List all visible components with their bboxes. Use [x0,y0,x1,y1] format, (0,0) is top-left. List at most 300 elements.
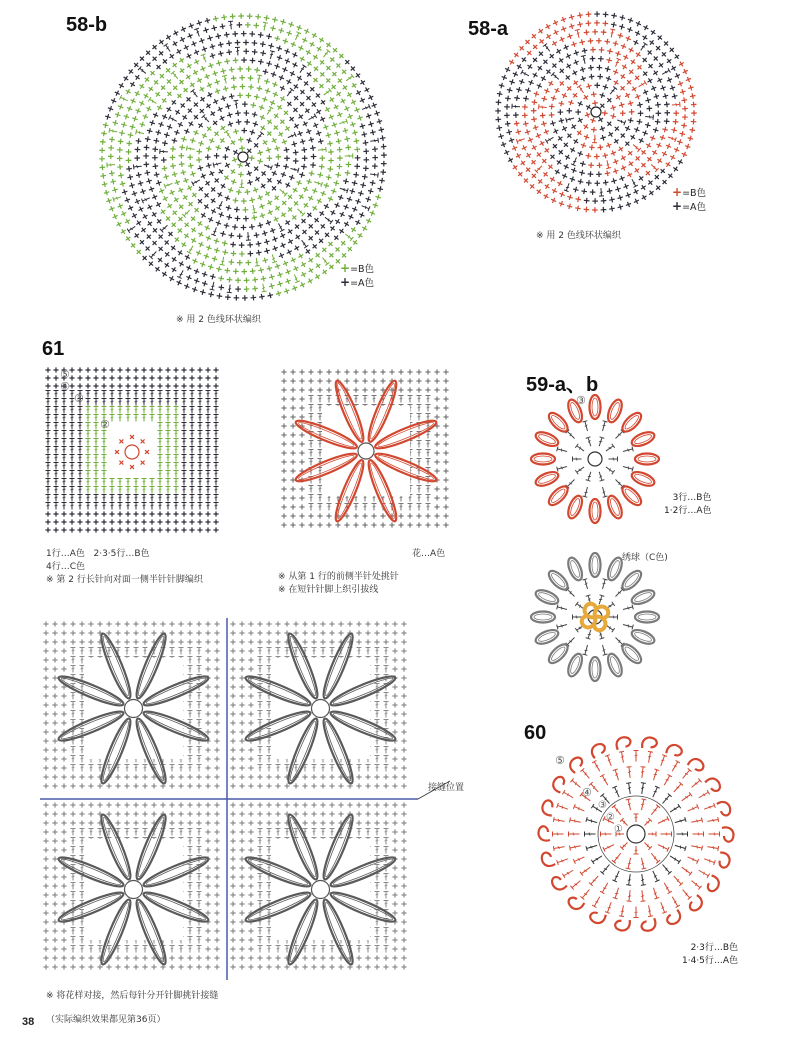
stitch-mark [625,201,632,208]
stitch-mark [556,135,564,143]
stitch-mark [672,102,680,108]
stitch-mark [135,248,143,256]
stitch-mark [586,843,598,851]
stitch-mark [183,221,191,229]
stitch-mark [71,892,76,899]
stitch-mark [401,856,406,861]
stitch-mark [142,639,147,644]
stitch-mark [61,783,66,788]
stitch-mark [643,818,652,827]
stitch-mark [239,874,244,879]
stitch-mark [570,778,582,789]
stitch-mark [174,108,182,116]
stitch-mark [323,203,331,211]
stitch-mark [318,396,323,403]
stitch-mark [124,630,129,635]
stitch-mark [296,130,303,137]
stitch-mark [600,644,607,655]
stitch-mark [636,63,644,71]
diagram-58a-chart [494,10,698,214]
stitch-mark [113,194,122,201]
stitch-mark [365,964,370,969]
stitch-mark [198,447,203,454]
stitch-mark [267,919,272,926]
stitch-mark [144,245,152,253]
stitch-mark [222,249,228,255]
stitch-mark [125,946,130,953]
stitch-mark [542,170,550,178]
stitch-mark [372,146,378,152]
stitch-mark [214,774,219,779]
stitch-mark [568,14,575,21]
stitch-mark [52,639,57,644]
stitch-mark [70,447,75,454]
stitch-mark [290,432,295,437]
stitch-mark [220,230,227,237]
stitch-mark [214,802,219,807]
stitch-mark [189,367,194,372]
stitch-mark [174,423,179,430]
stitch-mark [344,232,353,241]
stitch-mark [547,80,555,88]
stitch-mark [392,865,397,870]
legend-61-rows: 1行…A色 2·3·5行…B色 4行…C色 ※ 第 2 行长针向对面一侧半针针脚编织 [46,549,203,585]
stitch-mark [327,195,334,202]
stitch-mark [524,129,531,136]
stitch-mark [190,191,198,199]
stitch-mark [318,147,326,153]
stitch-mark [102,487,107,494]
stitch-mark [603,179,609,185]
stitch-mark [61,630,66,635]
stitch-mark [186,146,195,152]
stitch-mark [355,155,361,161]
stitch-mark [239,251,245,257]
stitch-mark [166,471,171,478]
stitch-mark [124,88,132,96]
stitch-mark [682,106,688,112]
stitch-mark [214,783,219,788]
stitch-mark [626,799,633,811]
stitch-mark [500,141,507,148]
stitch-mark [248,946,253,951]
stitch-mark [187,964,192,969]
stitch-mark [86,423,91,430]
stitch-mark [384,720,389,727]
stitch-mark [327,251,335,259]
stitch-mark [598,56,604,62]
stitch-mark [306,211,314,219]
petal-chain [534,587,560,606]
stitch-mark [178,964,183,969]
stitch-mark [239,856,244,861]
petal-chain [605,494,624,520]
stitch-mark [553,87,561,95]
stitch-mark [101,519,106,524]
stitch-mark [596,171,602,177]
stitch-mark [269,99,277,107]
stitch-mark [205,892,210,897]
stitch-mark [206,91,214,99]
stitch-mark [198,399,203,406]
stitch-mark [266,176,274,184]
stitch-mark [619,14,626,21]
stitch-mark [285,946,290,953]
stitch-mark [299,138,306,145]
stitch-mark [680,792,692,803]
stitch-mark [100,139,106,145]
stitch-mark [52,946,57,951]
stitch-mark [165,367,170,372]
stitch-mark [62,471,67,478]
stitch-mark [187,820,192,825]
stitch-mark [640,194,648,202]
stitch-mark [124,811,129,816]
stitch-mark [46,479,51,486]
stitch-mark [613,887,621,899]
stitch-mark [392,774,397,779]
stitch-mark [619,73,627,81]
stitch-mark [52,702,57,707]
stitch-mark [166,391,171,398]
stitch-mark [625,191,632,198]
stitch-mark [332,103,340,111]
stitch-mark [596,38,602,44]
stitch-mark [54,407,59,414]
stitch-mark [201,54,209,63]
stitch-mark [203,191,211,199]
stitch-mark [615,186,622,193]
stitch-mark [267,883,272,890]
stitch-mark [62,455,67,462]
stitch-mark [117,103,124,110]
stitch-mark [417,450,422,457]
stitch-mark [208,137,216,145]
stitch-mark [46,431,51,438]
stitch-mark [106,811,111,816]
stitch-mark [570,123,578,131]
stitch-mark [384,946,389,953]
stitch-mark [575,465,585,474]
stitch-mark [220,68,227,75]
scallop [538,826,550,840]
stitch-mark [282,38,289,45]
stitch-mark [169,630,174,635]
stitch-mark [52,621,57,626]
stitch-mark [257,621,262,626]
stitch-mark [641,129,648,136]
stitch-mark [275,630,280,635]
stitch-mark [124,774,129,779]
stitch-mark [359,123,366,130]
stitch-mark [166,431,171,438]
stitch-mark [158,455,163,462]
stitch-mark [585,153,591,159]
stitch-mark [689,127,695,133]
stitch-mark [190,415,195,422]
stitch-mark [674,817,686,825]
stitch-mark [216,106,224,114]
stitch-mark [150,391,155,398]
stitch-mark [70,774,75,779]
stitch-mark [115,964,120,969]
stitch-mark [187,811,192,816]
stitch-mark [265,219,272,226]
stitch-mark [639,42,648,51]
stitch-mark [197,711,202,718]
motif-center-area [84,658,183,759]
stitch-mark [356,630,361,635]
stitch-mark [52,774,57,779]
stitch-mark [274,145,281,152]
stitch-mark [94,487,99,494]
stitch-mark [102,495,107,502]
stitch-mark [275,639,280,644]
stitch-mark [205,964,210,969]
stitch-mark [248,829,253,834]
stitch-mark [245,22,251,28]
stitch-mark [338,227,346,235]
stitch-mark [61,527,66,532]
stitch-mark [629,109,635,115]
stitch-mark [79,783,84,788]
stitch-mark [169,820,174,825]
stitch-mark [383,955,388,960]
stitch-mark [258,946,263,953]
stitch-mark [52,838,57,843]
stitch-mark [272,124,280,132]
stitch-mark [178,260,186,268]
stitch-mark [242,101,248,107]
stitch-mark [417,495,422,502]
stitch-mark [615,50,622,57]
stitch-mark [205,648,210,653]
stitch-mark [443,378,448,383]
stitch-mark [134,487,139,494]
petal-chain [531,612,555,623]
stitch-mark [70,503,75,510]
stitch-mark [43,955,48,960]
stitch-mark [145,61,153,69]
stitch-mark [260,41,266,47]
stitch-mark [496,91,502,97]
stitch-mark [301,228,309,236]
stitch-mark [178,639,183,644]
stitch-mark [100,173,106,179]
stitch-mark [171,209,179,217]
stitch-mark [523,95,529,101]
stitch-mark [248,774,253,779]
stitch-mark [658,901,666,913]
stitch-mark [205,367,210,372]
stitch-mark [548,52,556,60]
stitch-mark [88,802,93,807]
stitch-mark [518,44,526,52]
stitch-mark [169,964,174,969]
stitch-mark [80,765,85,772]
stitch-mark [201,280,208,287]
stitch-mark [531,43,539,51]
stitch-mark [70,964,75,969]
stitch-mark [70,407,75,414]
stitch-mark [308,85,316,93]
stitch-mark [594,20,600,26]
stitch-mark [93,367,98,372]
stitch-mark [310,162,316,168]
stitch-mark [70,487,75,494]
stitch-mark [552,19,559,26]
stitch-mark [248,820,253,825]
stitch-mark [577,85,586,94]
stitch-mark [639,767,645,778]
stitch-mark [151,964,156,969]
stitch-mark [258,901,263,908]
stitch-mark [71,720,76,727]
petal-chain [531,454,555,465]
stitch-mark [673,146,680,153]
stitch-mark [582,486,589,497]
stitch-mark [495,108,501,114]
stitch-mark [218,211,225,218]
stitch-mark [239,720,244,725]
stitch-mark [281,450,286,455]
stitch-mark [140,226,148,234]
stitch-mark [86,463,91,470]
stitch-mark [197,375,202,380]
stitch-mark [264,190,272,198]
stitch-mark [443,459,448,464]
stitch-mark [443,432,448,437]
stitch-mark [285,248,293,256]
stitch-mark [139,459,147,467]
stitch-mark [608,86,617,95]
stitch-mark [239,838,244,843]
stitch-mark [165,527,170,532]
stitch-mark [540,112,546,118]
stitch-mark [281,396,286,401]
stitch-mark [142,399,147,406]
stitch-mark [178,621,183,626]
stitch-mark [158,121,165,128]
stitch-mark [187,200,195,208]
stitch-mark [401,829,406,834]
stitch-mark [612,870,621,882]
stitch-mark [127,174,134,181]
stitch-mark [186,32,193,39]
stitch-mark [239,675,244,680]
stitch-mark [392,684,397,689]
stitch-mark [655,142,662,149]
stitch-mark [237,66,243,72]
stitch-mark [187,621,192,626]
stitch-mark [314,92,322,100]
stitch-mark [46,423,51,430]
stitch-mark [261,96,268,103]
stitch-mark [107,105,114,112]
stitch-mark [585,83,592,90]
petal-chain [635,454,659,465]
diagram-59a-chart [528,392,662,526]
stitch-mark [323,231,331,239]
stitch-mark [166,495,171,502]
stitch-mark [62,463,67,470]
stitch-mark [134,198,141,205]
stitch-mark [267,892,272,899]
stitch-mark [300,271,308,279]
stitch-mark [408,504,413,511]
stitch-mark [384,666,389,673]
stitch-mark [230,75,236,81]
stitch-mark [230,919,235,924]
stitch-mark [392,621,397,626]
stitch-mark [186,107,194,115]
stitch-mark [281,369,286,374]
stitch-mark [597,437,605,447]
stitch-mark [197,657,202,664]
stitch-mark [317,522,322,527]
stitch-mark [239,865,244,870]
stitch-mark [196,148,202,154]
stitch-mark [581,188,587,194]
stitch-mark [149,527,154,532]
stitch-mark [443,396,448,401]
stitch-mark [311,639,316,644]
stitch-mark [279,95,287,103]
stitch-mark [198,391,203,398]
stitch-mark [290,166,299,173]
stitch-mark [380,369,385,374]
stitch-mark [325,132,332,139]
stitch-mark [401,928,406,933]
stitch-mark [175,92,183,100]
stitch-mark [267,738,272,745]
stitch-mark [311,630,316,635]
stitch-mark [151,226,159,234]
scallop [687,756,705,774]
stitch-mark [54,439,59,446]
stitch-mark [214,946,219,951]
stitch-mark [392,838,397,843]
stitch-mark [309,396,314,403]
stitch-mark [248,639,253,644]
stitch-mark [61,820,66,825]
stitch-mark [214,874,219,879]
stitch-mark [443,486,448,491]
stitch-mark [117,156,123,162]
stitch-mark [89,648,94,655]
stitch-mark [299,88,307,96]
stitch-mark [160,223,169,232]
stitch-mark [543,87,550,94]
stitch-mark [285,648,290,655]
stitch-mark [43,729,48,734]
stitch-mark [258,765,263,772]
petal-chain [590,395,601,419]
stitch-mark [558,117,565,124]
stitch-mark [205,838,210,843]
stitch-mark [78,495,83,502]
stitch-mark [230,783,235,788]
stitch-mark [80,892,85,899]
stitch-mark [198,455,203,462]
stitch-mark [258,657,263,664]
stitch-mark [582,421,589,432]
stitch-mark [170,946,175,953]
stitch-mark [582,93,590,101]
stitch-mark [506,129,513,136]
stitch-mark [118,503,123,510]
stitch-mark [549,112,555,118]
